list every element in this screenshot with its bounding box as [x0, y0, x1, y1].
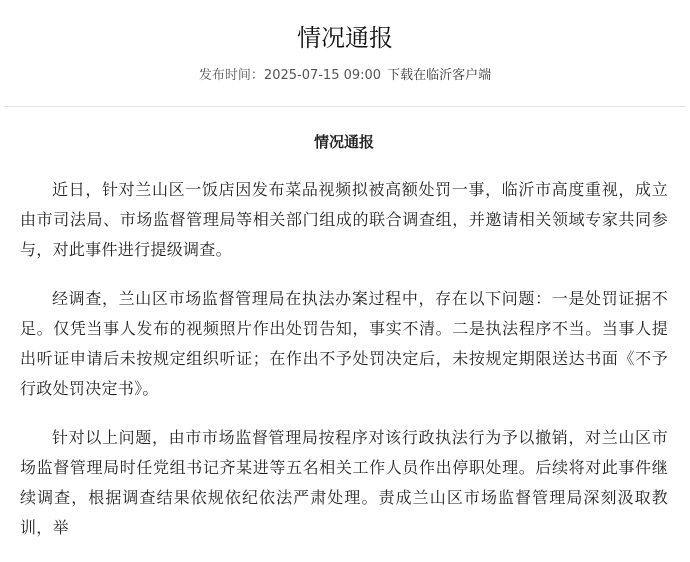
article-subtitle: 情况通报: [313, 133, 374, 151]
published-label: 发布时间：: [198, 68, 264, 83]
header-divider: [4, 106, 686, 107]
article-body: [20, 128, 668, 562]
page-title: 情况通报: [297, 24, 393, 52]
article-paragraph: 经调查，兰山区市场监督管理局在执法办案过程中，存在以下问题：一是处罚证据不足。仅凭当事人发布的视频照片作出处罚告知，事实不清。二是执法程序不当。当事人提出听证申请后未按规定组织听证；在作出不予处罚决定后，未按规定期限送达书面《不予行政处罚决定书》。: [20, 289, 668, 398]
download-app-link[interactable]: 下载在临沂客户端: [387, 68, 492, 83]
article-meta: [0, 66, 690, 86]
article-paragraph: 近日，针对兰山区一饭店因发布菜品视频拟被高额处罚一事，临沂市高度重视，成立由市司法局、市场监督管理局等相关部门组成的联合调查组，并邀请相关领域专家共同参与，对此事件进行提级调查。: [20, 180, 668, 259]
article-paragraph: 针对以上问题，由市市场监督管理局按程序对该行政执法行为予以撤销，对兰山区市场监督管理局时任党组书记齐某进等五名相关工作人员作出停职处理。后续将对此事件继续调查，根据调查结果依规依纪依法严肃处理。责成兰山区市场监督管理局深刻汲取教训，举: [20, 428, 668, 537]
published-time: 2025-07-15 09:00: [263, 68, 382, 83]
